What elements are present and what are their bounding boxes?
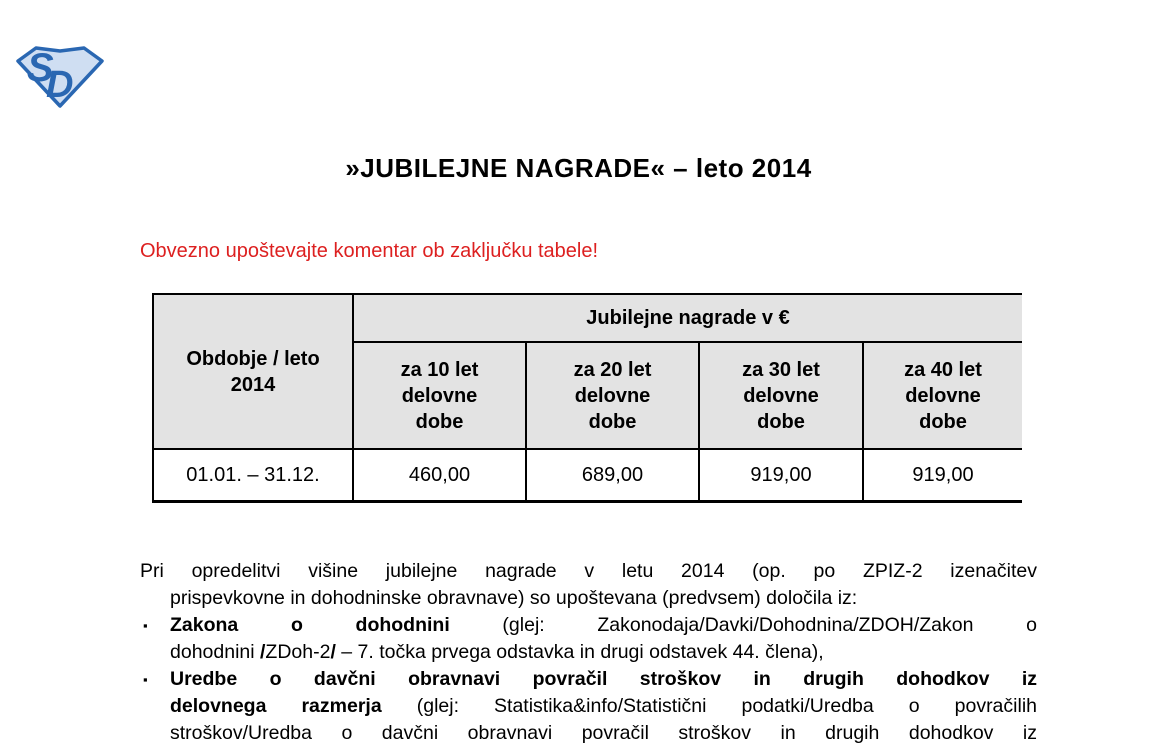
body-text-segment: Uredbe o davčni obravnavi povračil stroškov in drugih dohodkov iz	[170, 668, 1037, 690]
body-line	[140, 558, 1037, 585]
body-text-segment: /	[330, 641, 336, 663]
body-line	[140, 666, 1037, 693]
table-cell-period: 01.01. – 31.12.	[154, 450, 354, 500]
sd-logo-letter-d: D	[46, 64, 74, 106]
body-text-segment: delovnega razmerja	[170, 695, 382, 717]
table-col-header-30: za 30 let delovne dobe	[700, 343, 864, 450]
table-cell-value-10: 460,00	[354, 450, 527, 500]
notice-text: Obvezno upoštevajte komentar ob zaključku tabele!	[140, 240, 599, 262]
body-line	[140, 612, 1037, 639]
sd-logo-letter-s: S	[27, 46, 54, 90]
body-text	[140, 558, 1037, 747]
body-text-segment: prispevkovne in dohodninske obravnave) so upoštevana (predvsem) določila iz:	[170, 587, 858, 609]
body-text-segment: Zakona o dohodnini	[170, 614, 450, 636]
body-line	[140, 639, 1037, 666]
table-corner-header: Obdobje / leto 2014	[154, 295, 354, 450]
bullet-marker-icon: ▪	[143, 618, 148, 633]
body-text-segment: ZDoh-2	[265, 641, 331, 663]
body-text-segment: dohodnini	[170, 641, 260, 663]
bullet-marker-icon: ▪	[143, 672, 148, 687]
body-text-segment: stroškov/Uredba o davčni obravnavi povračil stroškov in drugih dohodkov iz	[170, 722, 1037, 744]
body-line	[140, 693, 1037, 720]
table-col-header-20: za 20 let delovne dobe	[527, 343, 700, 450]
body-text-segment: (glej: Zakonodaja/Davki/Dohodnina/ZDOH/Zakon o	[449, 614, 1037, 636]
body-text-segment: (glej: Statistika&info/Statistični podatki/Uredba o povračilih	[381, 695, 1037, 717]
page-title: »JUBILEJNE NAGRADE« – leto 2014	[345, 153, 812, 183]
sd-logo	[13, 44, 107, 110]
table-group-header: Jubilejne nagrade v €	[354, 295, 1022, 343]
table-col-header-10: za 10 let delovne dobe	[354, 343, 527, 450]
body-text-segment: – 7. točka prvega odstavka in drugi odstavek 44. člena),	[335, 641, 824, 663]
table-cell-value-30: 919,00	[700, 450, 864, 500]
table-cell-value-20: 689,00	[527, 450, 700, 500]
body-line	[140, 585, 1037, 612]
body-text-segment: Pri opredelitvi višine jubilejne nagrade v letu 2014 (op. po ZPIZ-2 izenačitev	[140, 560, 1037, 582]
table-cell-value-40: 919,00	[864, 450, 1022, 500]
jubilee-table	[152, 293, 1022, 503]
table-col-header-40: za 40 let delovne dobe	[864, 343, 1022, 450]
body-text-segment: /	[260, 641, 266, 663]
